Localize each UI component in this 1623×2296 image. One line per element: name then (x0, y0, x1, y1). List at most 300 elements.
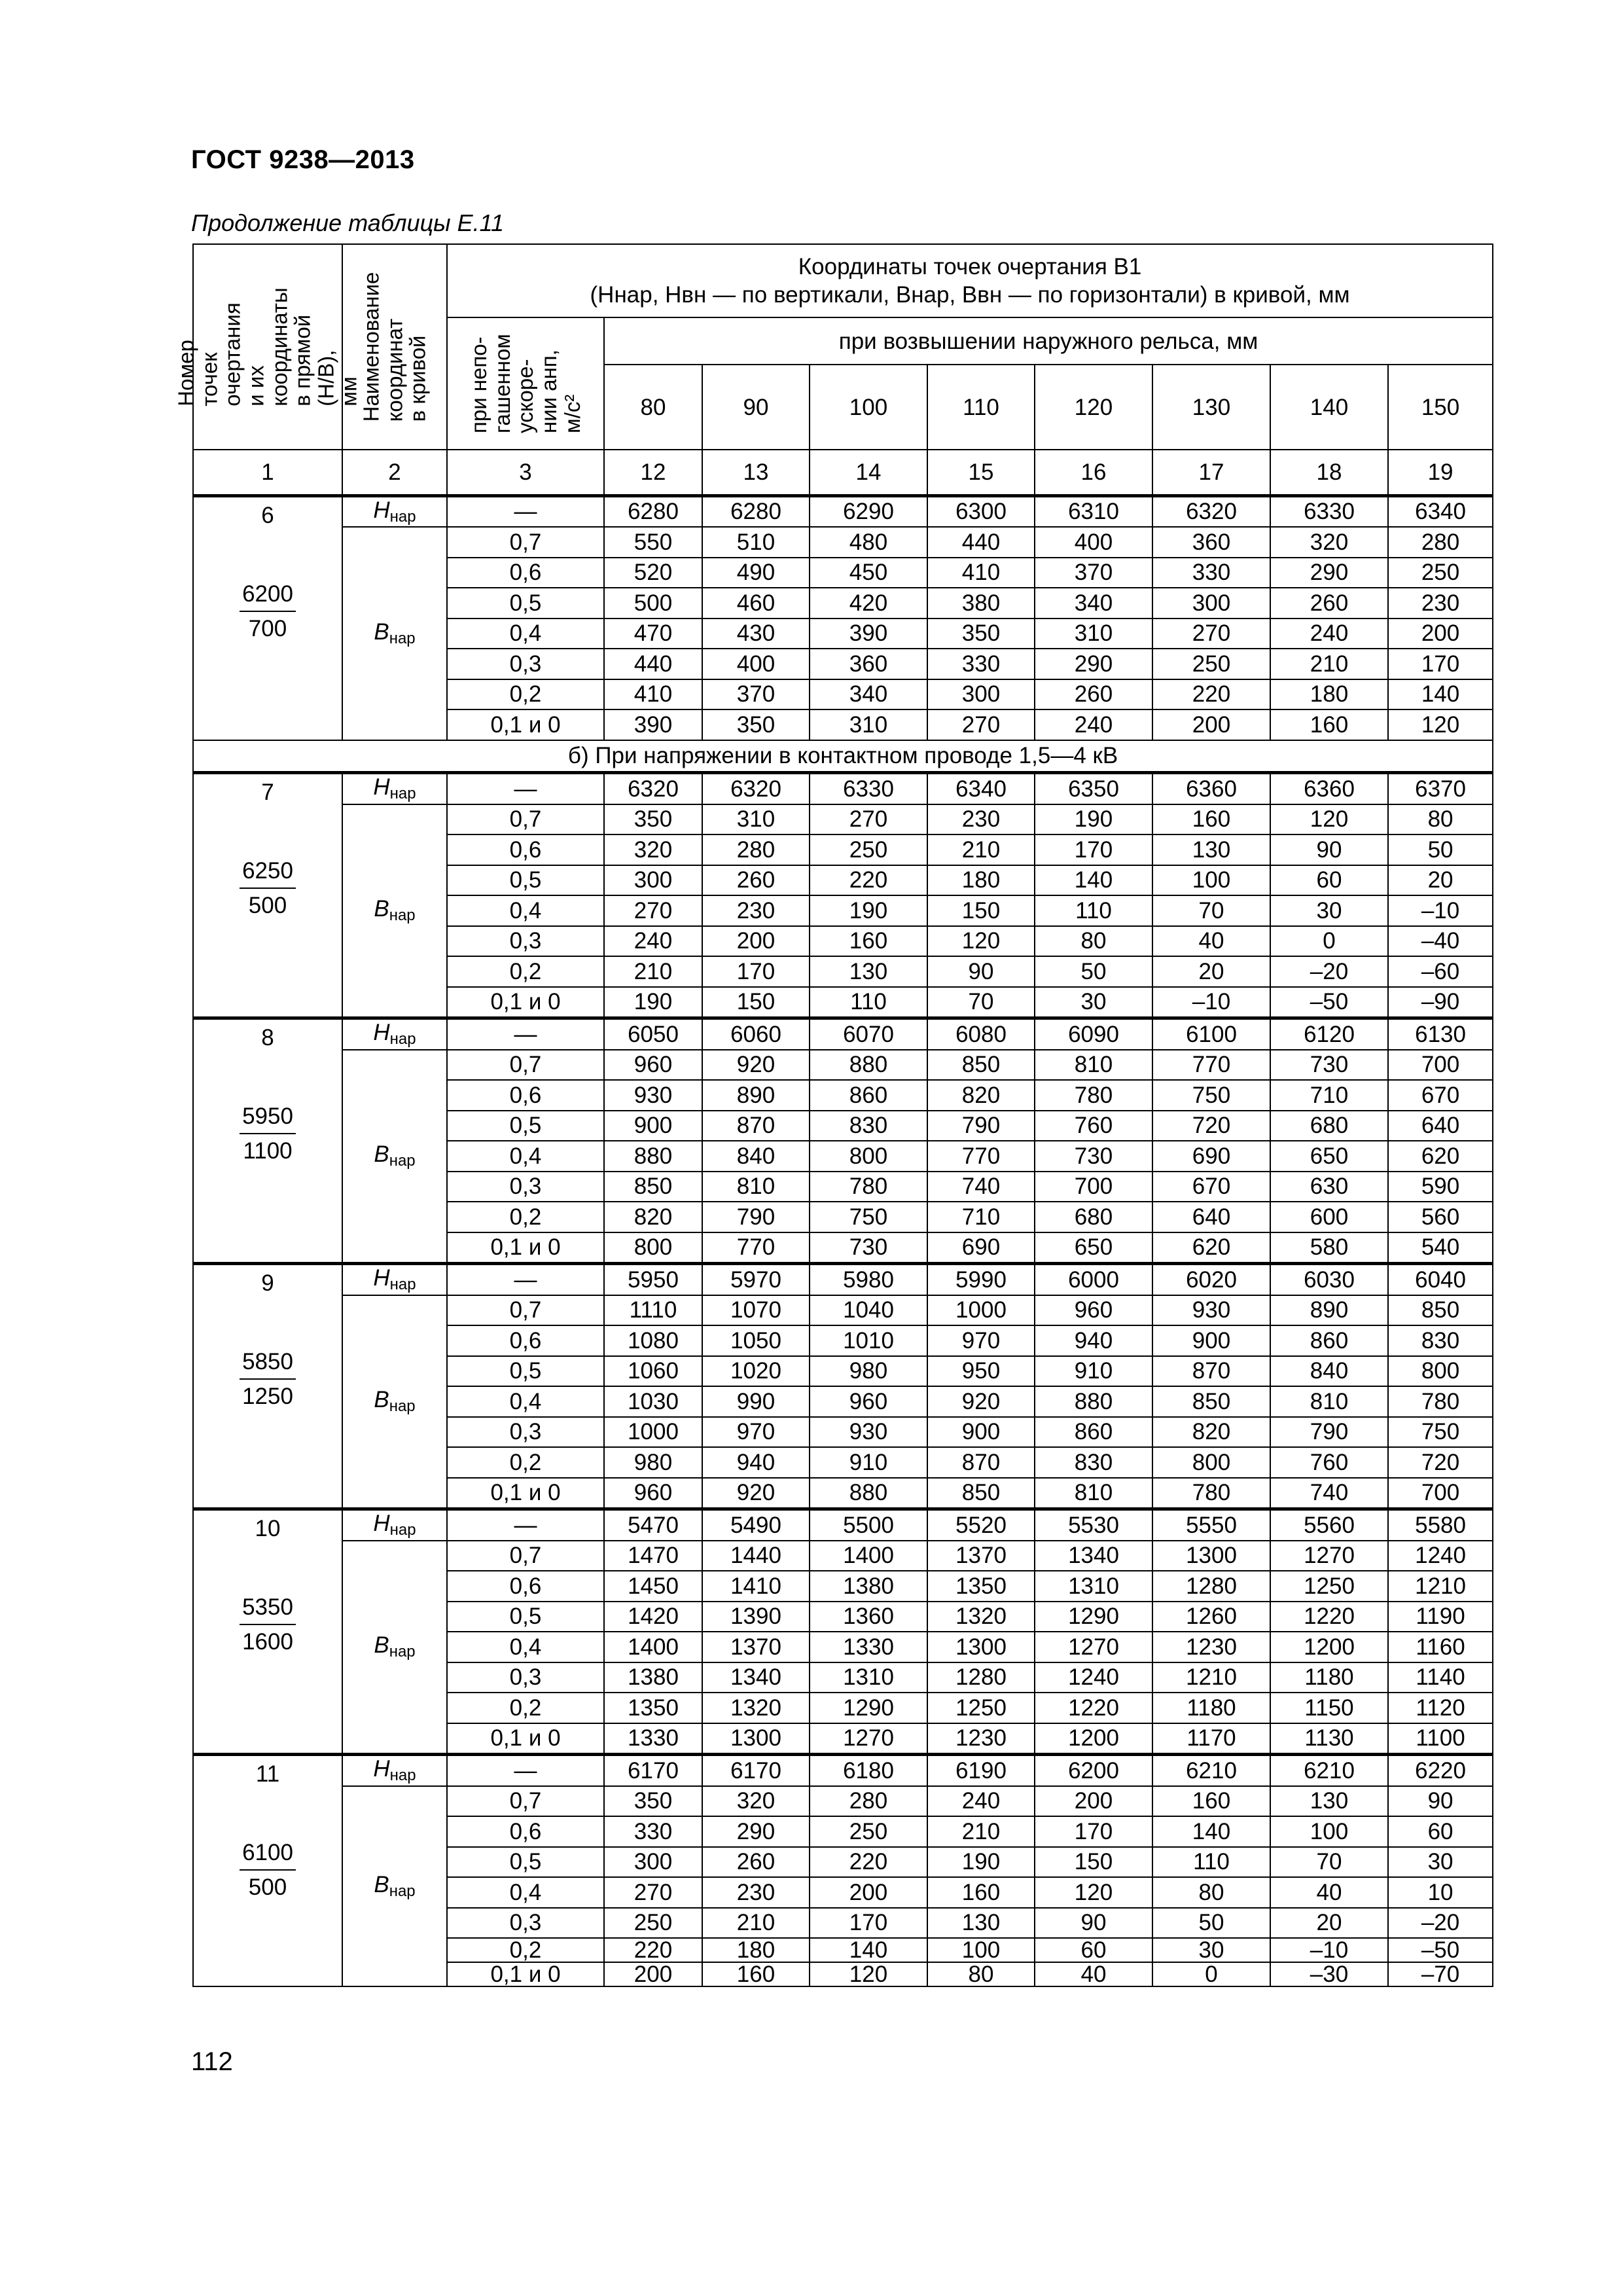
coord-h-nar-subscript: нар (389, 507, 416, 526)
table-cell: 1070 (702, 1295, 810, 1326)
point-coordinate-b: 700 (248, 615, 287, 641)
table-cell: 830 (1388, 1325, 1493, 1356)
table-cell: 890 (702, 1080, 810, 1111)
table-cell: 1190 (1388, 1602, 1493, 1632)
acceleration-value: 0,1 и 0 (447, 987, 604, 1018)
coord-h-nar-subscript: нар (389, 1030, 416, 1049)
table-cell: 0 (1270, 926, 1388, 957)
table-cell: 820 (927, 1080, 1035, 1111)
table-cell: 860 (1270, 1325, 1388, 1356)
table-cell: 20 (1152, 956, 1270, 987)
table-cell: 6330 (810, 773, 927, 804)
table-cell: 5520 (927, 1509, 1035, 1541)
acceleration-value: 0,3 (447, 1662, 604, 1693)
table-cell: 980 (810, 1356, 927, 1387)
acceleration-value: 0,6 (447, 1080, 604, 1111)
table-cell: 510 (702, 527, 810, 558)
table-cell: 6340 (927, 773, 1035, 804)
table-cell: 800 (1388, 1356, 1493, 1387)
table-cell: 1050 (702, 1325, 810, 1356)
table-cell: 120 (810, 1962, 927, 1986)
coord-h-nar-symbol: H (373, 1756, 390, 1782)
point-number: 8 (261, 1025, 274, 1050)
table-cell: 430 (702, 619, 810, 649)
table-cell: 30 (1035, 987, 1152, 1018)
table-cell: 790 (1270, 1417, 1388, 1448)
acceleration-value: 0,1 и 0 (447, 1962, 604, 1986)
table-cell: 210 (1270, 649, 1388, 679)
table-cell: 1380 (604, 1662, 702, 1693)
table-cell: 1060 (604, 1356, 702, 1387)
acceleration-value: 0,3 (447, 926, 604, 957)
table-row (193, 495, 1493, 527)
table-cell: 140 (810, 1938, 927, 1962)
table-cell: 410 (604, 679, 702, 710)
table-cell: 710 (1270, 1080, 1388, 1111)
table-cell: 810 (1035, 1478, 1152, 1509)
table-cell: 1450 (604, 1571, 702, 1602)
table-cell: 350 (702, 709, 810, 740)
table-cell: 5530 (1035, 1509, 1152, 1541)
table-cell: 120 (1270, 804, 1388, 835)
table-cell: 750 (810, 1202, 927, 1232)
elevation-value: 120 (1035, 365, 1152, 450)
table-cell: 490 (702, 558, 810, 588)
table-cell: 270 (604, 895, 702, 926)
table-cell: 690 (927, 1232, 1035, 1264)
table-cell: 1370 (927, 1541, 1035, 1571)
table-cell: 1310 (810, 1662, 927, 1693)
col-header-acceleration-label: при непо- гашенном ускоре- нии aнп, м/с² (466, 334, 584, 433)
table-cell: 300 (1152, 588, 1270, 619)
acceleration-value: 0,5 (447, 1111, 604, 1141)
table-cell: 650 (1270, 1141, 1388, 1172)
table-cell: 290 (1270, 558, 1388, 588)
table-cell: 250 (1388, 558, 1493, 588)
coord-b-nar-symbol: В (374, 1141, 389, 1168)
table-cell: 70 (1152, 895, 1270, 926)
table-cell: 880 (1035, 1386, 1152, 1417)
acceleration-value: 0,5 (447, 588, 604, 619)
table-cell: 770 (927, 1141, 1035, 1172)
col-header-coordinates-line1: Координаты точек очертания В1 (798, 254, 1142, 279)
table-cell: 250 (810, 1816, 927, 1847)
coord-b-nar-subscript: нар (389, 629, 416, 647)
table-cell: 80 (927, 1962, 1035, 1986)
table-cell: 6340 (1388, 495, 1493, 527)
table-cell: 1260 (1152, 1602, 1270, 1632)
table-cell: –70 (1388, 1962, 1493, 1986)
acceleration-value: 0,3 (447, 649, 604, 679)
table-cell: 1400 (810, 1541, 927, 1571)
table-cell: 330 (604, 1816, 702, 1847)
table-cell: 520 (604, 558, 702, 588)
table-cell: 1410 (702, 1571, 810, 1602)
table-cell: 750 (1152, 1080, 1270, 1111)
table-cell: 280 (810, 1786, 927, 1817)
table-cell: 50 (1035, 956, 1152, 987)
coordinates-table (173, 243, 1493, 1987)
table-cell: 1210 (1152, 1662, 1270, 1693)
acceleration-value: 0,1 и 0 (447, 1478, 604, 1509)
table-cell: 1330 (604, 1723, 702, 1755)
elevation-value: 80 (604, 365, 702, 450)
table-cell: 1220 (1035, 1693, 1152, 1723)
table-cell: 1290 (810, 1693, 927, 1723)
table-cell: 6280 (604, 495, 702, 527)
table-cell: 1470 (604, 1541, 702, 1571)
col-header-coordinates-line2: (Hнар, Hвн — по вертикали, Внар, Ввн — по горизонтали) в кривой, мм (590, 282, 1350, 308)
table-cell: 6020 (1152, 1264, 1270, 1295)
point-coordinates (240, 1350, 296, 1408)
acceleration-value: — (447, 1018, 604, 1050)
col-header-acceleration (447, 317, 604, 450)
col-header-coordinates (447, 244, 1493, 317)
point-coordinates (240, 859, 296, 917)
table-cell: 320 (702, 1786, 810, 1817)
table-cell: 1320 (702, 1693, 810, 1723)
table-cell: 170 (1035, 834, 1152, 865)
table-cell: 6320 (702, 773, 810, 804)
table-cell: 130 (1270, 1786, 1388, 1817)
acceleration-value: 0,7 (447, 527, 604, 558)
point-cell (193, 1018, 342, 1264)
table-cell: 6060 (702, 1018, 810, 1050)
table-cell: 820 (1152, 1417, 1270, 1448)
table-cell: 30 (1388, 1847, 1493, 1878)
col-header-coordinate-name (342, 244, 447, 450)
table-cell: 320 (1270, 527, 1388, 558)
table-cell: 880 (604, 1141, 702, 1172)
table-cell: 80 (1035, 926, 1152, 957)
table-cell: 6120 (1270, 1018, 1388, 1050)
table-cell: 80 (1152, 1877, 1270, 1908)
table-cell: 170 (810, 1908, 927, 1939)
table-cell: 900 (604, 1111, 702, 1141)
table-cell: 480 (810, 527, 927, 558)
table-cell: 1220 (1270, 1602, 1388, 1632)
point-cell (193, 1755, 342, 1987)
table-cell: 170 (1035, 1816, 1152, 1847)
table-cell: 670 (1388, 1080, 1493, 1111)
table-cell: 350 (604, 804, 702, 835)
coord-h-nar (342, 1755, 447, 1786)
acceleration-value: 0,4 (447, 619, 604, 649)
table-cell: 1040 (810, 1295, 927, 1326)
table-cell: 1120 (1388, 1693, 1493, 1723)
table-row (193, 1050, 1493, 1081)
table-cell: 810 (1035, 1050, 1152, 1081)
table-cell: 160 (1270, 709, 1388, 740)
coord-b-nar (342, 1295, 447, 1509)
table-cell: 980 (604, 1447, 702, 1478)
table-cell: 870 (927, 1447, 1035, 1478)
table-cell: 780 (810, 1172, 927, 1202)
table-cell: 190 (810, 895, 927, 926)
table-cell: 5550 (1152, 1509, 1270, 1541)
coord-h-nar-subscript: нар (389, 785, 416, 803)
acceleration-value: — (447, 773, 604, 804)
table-cell: 270 (927, 709, 1035, 740)
table-cell: 220 (810, 1847, 927, 1878)
table-cell: 760 (1270, 1447, 1388, 1478)
table-cell: 1300 (927, 1632, 1035, 1662)
table-cell: 390 (604, 709, 702, 740)
table-row (193, 1295, 1493, 1326)
table-cell: 5470 (604, 1509, 702, 1541)
table-cell: 1300 (702, 1723, 810, 1755)
table-cell: 6290 (810, 495, 927, 527)
acceleration-value: 0,3 (447, 1908, 604, 1939)
table-cell: 40 (1035, 1962, 1152, 1986)
coord-b-nar-symbol: В (374, 1871, 389, 1897)
table-cell: 210 (927, 834, 1035, 865)
table-cell: 900 (927, 1417, 1035, 1448)
table-cell: 6330 (1270, 495, 1388, 527)
table-cell: 5580 (1388, 1509, 1493, 1541)
table-cell: 690 (1152, 1141, 1270, 1172)
point-coordinate-h: 5850 (240, 1350, 296, 1380)
table-cell: 730 (1270, 1050, 1388, 1081)
table-cell: 200 (1388, 619, 1493, 649)
table-cell: 810 (1270, 1386, 1388, 1417)
table-cell: 960 (604, 1050, 702, 1081)
table-cell: 620 (1152, 1232, 1270, 1264)
table-caption: Продолжение таблицы Е.11 (191, 209, 505, 236)
table-cell: 6040 (1388, 1264, 1493, 1295)
table-cell: 180 (702, 1938, 810, 1962)
table-cell: 780 (1152, 1478, 1270, 1509)
table-cell: 860 (1035, 1417, 1152, 1448)
table-cell: 720 (1152, 1111, 1270, 1141)
table-cell: 380 (927, 588, 1035, 619)
table-cell: 320 (604, 834, 702, 865)
column-number: 19 (1388, 450, 1493, 495)
table-cell: 740 (1270, 1478, 1388, 1509)
table-row (193, 1509, 1493, 1541)
table-cell: 200 (1035, 1786, 1152, 1817)
table-cell: 1110 (604, 1295, 702, 1326)
table-cell: 1370 (702, 1632, 810, 1662)
table-cell: 300 (604, 865, 702, 896)
table-cell: 1160 (1388, 1632, 1493, 1662)
column-number: 3 (447, 450, 604, 495)
point-coordinate-b: 1250 (242, 1384, 293, 1409)
table-cell: 880 (810, 1478, 927, 1509)
table-cell: 440 (604, 649, 702, 679)
table-cell: 790 (702, 1202, 810, 1232)
table-cell: 370 (1035, 558, 1152, 588)
table-cell: 6370 (1388, 773, 1493, 804)
table-cell: 360 (810, 649, 927, 679)
table-cell: 580 (1270, 1232, 1388, 1264)
table-cell: 760 (1035, 1111, 1152, 1141)
table-cell: 630 (1270, 1172, 1388, 1202)
table-cell: 5980 (810, 1264, 927, 1295)
table-cell: 6080 (927, 1018, 1035, 1050)
page-number: 112 (191, 2047, 233, 2076)
acceleration-value: — (447, 495, 604, 527)
coord-b-nar-subscript: нар (389, 1882, 416, 1900)
acceleration-value: 0,7 (447, 804, 604, 835)
acceleration-value: 0,2 (447, 1693, 604, 1723)
table-cell: –10 (1152, 987, 1270, 1018)
table-cell: 910 (1035, 1356, 1152, 1387)
table-cell: 1130 (1270, 1723, 1388, 1755)
table-cell: 160 (1152, 1786, 1270, 1817)
acceleration-value: 0,7 (447, 1786, 604, 1817)
table-cell: 410 (927, 558, 1035, 588)
table-cell: 1350 (927, 1571, 1035, 1602)
point-coordinate-h: 5950 (240, 1105, 296, 1134)
table-cell: 1250 (927, 1693, 1035, 1723)
acceleration-value: — (447, 1755, 604, 1786)
point-number: 6 (261, 502, 274, 528)
table-cell: 90 (1270, 834, 1388, 865)
table-cell: 920 (702, 1478, 810, 1509)
table-cell: 120 (1035, 1877, 1152, 1908)
table-cell: 40 (1152, 926, 1270, 957)
table-cell: 1280 (1152, 1571, 1270, 1602)
table-cell: 130 (1152, 834, 1270, 865)
table-cell: 450 (810, 558, 927, 588)
point-cell (193, 773, 342, 1018)
point-coordinates (240, 583, 296, 640)
column-number: 14 (810, 450, 927, 495)
table-cell: 800 (1152, 1447, 1270, 1478)
table-cell: –60 (1388, 956, 1493, 987)
table-cell: 150 (702, 987, 810, 1018)
table-cell: 250 (1152, 649, 1270, 679)
table-cell: 6000 (1035, 1264, 1152, 1295)
table-cell: 280 (702, 834, 810, 865)
table-cell: 5560 (1270, 1509, 1388, 1541)
table-cell: –90 (1388, 987, 1493, 1018)
table-cell: 190 (927, 1847, 1035, 1878)
table-cell: 800 (810, 1141, 927, 1172)
table-cell: 1230 (927, 1723, 1035, 1755)
coord-h-nar-subscript: нар (389, 1521, 416, 1539)
table-cell: 310 (810, 709, 927, 740)
table-cell: 200 (810, 1877, 927, 1908)
table-cell: 5500 (810, 1509, 927, 1541)
table-cell: 60 (1388, 1816, 1493, 1847)
coord-h-nar-symbol: H (373, 1020, 390, 1046)
table-cell: 890 (1270, 1295, 1388, 1326)
table-cell: 200 (1152, 709, 1270, 740)
table-cell: 1000 (604, 1417, 702, 1448)
table-cell: –40 (1388, 926, 1493, 957)
table-cell: 360 (1152, 527, 1270, 558)
table-cell: 20 (1388, 865, 1493, 896)
coord-h-nar (342, 773, 447, 804)
point-cell (193, 495, 342, 740)
table-cell: 1440 (702, 1541, 810, 1571)
point-coordinate-h: 6250 (240, 859, 296, 889)
table-cell: 130 (927, 1908, 1035, 1939)
table-cell: 850 (1388, 1295, 1493, 1326)
table-cell: 350 (927, 619, 1035, 649)
coord-b-nar (342, 1050, 447, 1264)
col-header-coordinate-name-label: Наименование координат в кривой (359, 272, 430, 422)
table-cell: –20 (1270, 956, 1388, 987)
table-cell: 750 (1388, 1417, 1493, 1448)
table-cell: 830 (810, 1111, 927, 1141)
table-cell: 270 (1152, 619, 1270, 649)
coord-h-nar (342, 1509, 447, 1541)
table-cell: 600 (1270, 1202, 1388, 1232)
coord-b-nar-symbol: В (374, 896, 389, 922)
section-row (193, 740, 1493, 773)
acceleration-value: 0,6 (447, 1325, 604, 1356)
table-cell: 120 (927, 926, 1035, 957)
table-row (193, 1018, 1493, 1050)
table-cell: 330 (927, 649, 1035, 679)
table-cell: 310 (702, 804, 810, 835)
table-cell: 230 (702, 1877, 810, 1908)
table-cell: 6100 (1152, 1018, 1270, 1050)
table-cell: 70 (1270, 1847, 1388, 1878)
table-cell: 5990 (927, 1264, 1035, 1295)
table-cell: 1330 (810, 1632, 927, 1662)
elevation-value: 110 (927, 365, 1035, 450)
table-cell: 330 (1152, 558, 1270, 588)
table-cell: 770 (702, 1232, 810, 1264)
acceleration-value: 0,3 (447, 1417, 604, 1448)
table-cell: 460 (702, 588, 810, 619)
table-cell: 870 (1152, 1356, 1270, 1387)
acceleration-value: 0,5 (447, 1847, 604, 1878)
table-cell: 370 (702, 679, 810, 710)
coord-b-nar-symbol: В (374, 1387, 389, 1413)
elevation-value: 150 (1388, 365, 1493, 450)
table-cell: 420 (810, 588, 927, 619)
coord-b-nar (342, 804, 447, 1018)
table-cell: 50 (1152, 1908, 1270, 1939)
table-cell: 170 (702, 956, 810, 987)
table-cell: 6190 (927, 1755, 1035, 1786)
table-cell: 1390 (702, 1602, 810, 1632)
coord-h-nar (342, 1018, 447, 1050)
table-cell: 160 (810, 926, 927, 957)
table-cell: 1150 (1270, 1693, 1388, 1723)
table-cell: 680 (1270, 1111, 1388, 1141)
table-cell: 620 (1388, 1141, 1493, 1172)
table-cell: 590 (1388, 1172, 1493, 1202)
table-cell: 850 (604, 1172, 702, 1202)
table-cell: 860 (810, 1080, 927, 1111)
table-cell: 150 (1035, 1847, 1152, 1878)
table-cell: 640 (1388, 1111, 1493, 1141)
table-cell: 260 (1270, 588, 1388, 619)
table-cell: 6130 (1388, 1018, 1493, 1050)
coord-h-nar (342, 1264, 447, 1295)
table-cell: 880 (810, 1050, 927, 1081)
table-cell: 170 (1388, 649, 1493, 679)
point-number: 9 (261, 1270, 274, 1296)
acceleration-value: 0,1 и 0 (447, 1232, 604, 1264)
table-cell: 290 (1035, 649, 1152, 679)
acceleration-value: 0,2 (447, 1202, 604, 1232)
table-cell: 1290 (1035, 1602, 1152, 1632)
table-cell: 100 (1270, 1816, 1388, 1847)
acceleration-value: 0,5 (447, 865, 604, 896)
table-cell: 90 (1035, 1908, 1152, 1939)
acceleration-value: 0,2 (447, 1447, 604, 1478)
table-cell: 40 (1270, 1877, 1388, 1908)
table-cell: 1270 (1035, 1632, 1152, 1662)
table-cell: 6310 (1035, 495, 1152, 527)
